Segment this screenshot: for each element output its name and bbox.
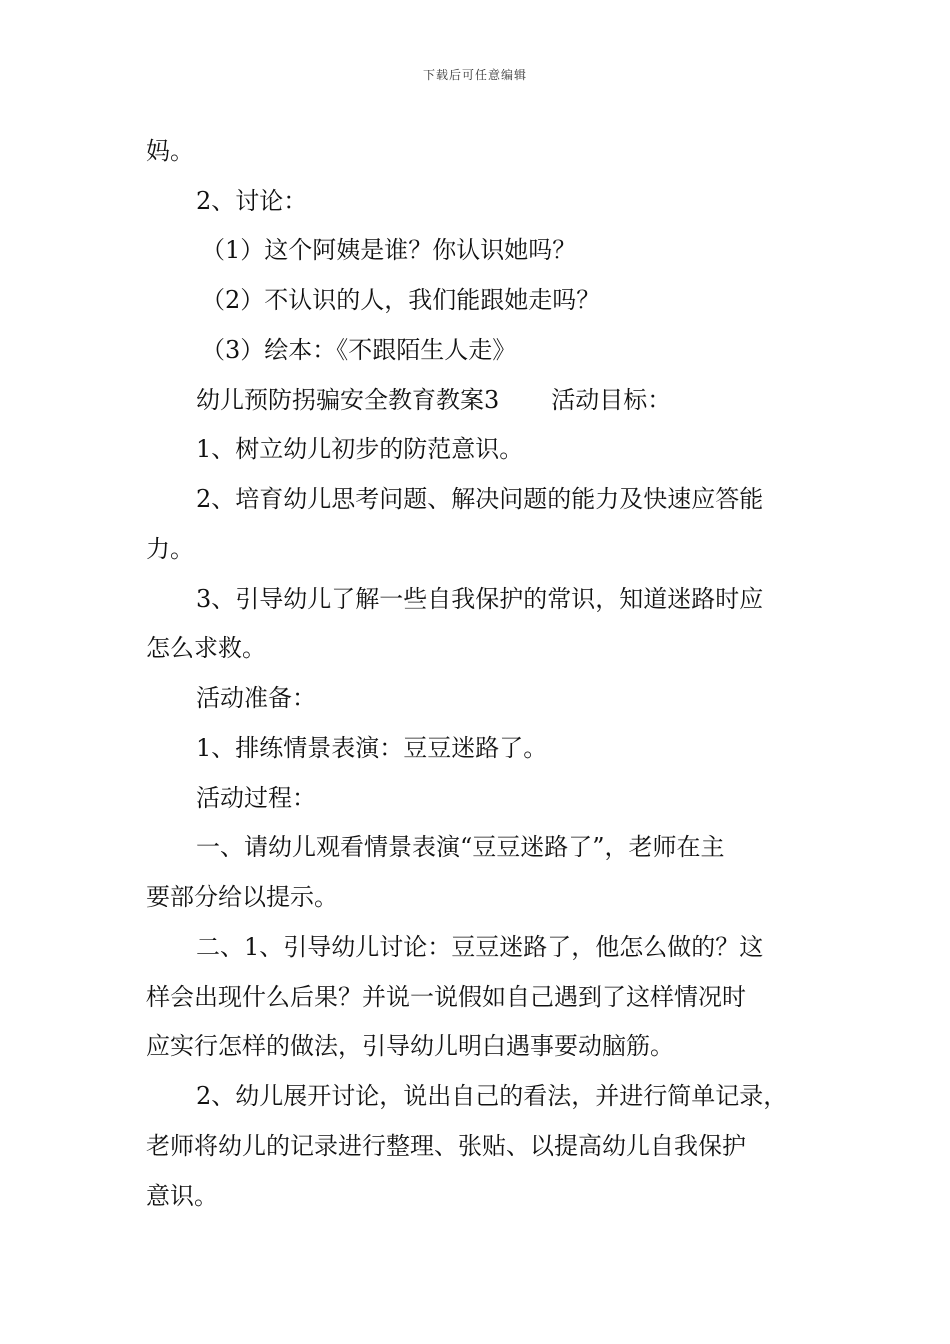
- page-header-note: 下载后可任意编辑: [422, 68, 527, 82]
- text-line: 二、1、引导幼儿讨论：豆豆迷路了，他怎么做的？这: [196, 933, 764, 961]
- text-line: 3、引导幼儿了解一些自我保护的常识，知道迷路时应: [196, 585, 764, 613]
- text-line: 2、培育幼儿思考问题、解决问题的能力及快速应答能: [196, 485, 764, 513]
- section-subheading: 活动目标：: [551, 386, 672, 414]
- text-line: 样会出现什么后果？并说一说假如自己遇到了这样情况时: [146, 983, 746, 1011]
- text-line: 老师将幼儿的记录进行整理、张贴、以提高幼儿自我保护: [146, 1132, 746, 1160]
- text-line: （2）不认识的人，我们能跟她走吗？: [201, 286, 601, 314]
- text-line: 1、排练情景表演：豆豆迷路了。: [196, 734, 548, 762]
- text-line: 怎么求救。: [146, 634, 266, 662]
- text-line: 妈。: [146, 137, 194, 165]
- text-line: 活动准备：: [196, 684, 316, 712]
- text-line: （3）绘本：《不跟陌生人走》: [201, 336, 517, 364]
- text-line: 1、树立幼儿初步的防范意识。: [196, 435, 524, 463]
- text-line: 活动过程：: [196, 784, 316, 812]
- text-line: 要部分给以提示。: [146, 883, 338, 911]
- text-line: 2、讨论：: [196, 187, 308, 215]
- text-line-with-heading: [196, 385, 876, 415]
- text-line: 一、请幼儿观看情景表演“豆豆迷路了”，老师在主: [196, 833, 725, 861]
- text-line: 意识。: [146, 1182, 218, 1210]
- text-line: （1）这个阿姨是谁？你认识她吗？: [201, 236, 577, 264]
- text-line: 力。: [146, 535, 194, 563]
- section-title: 幼儿预防拐骗安全教育教案3: [196, 386, 500, 414]
- text-line: 2、幼儿展开讨论，说出自己的看法，并进行简单记录，: [196, 1082, 788, 1110]
- text-line: 应实行怎样的做法，引导幼儿明白遇事要动脑筋。: [146, 1032, 674, 1060]
